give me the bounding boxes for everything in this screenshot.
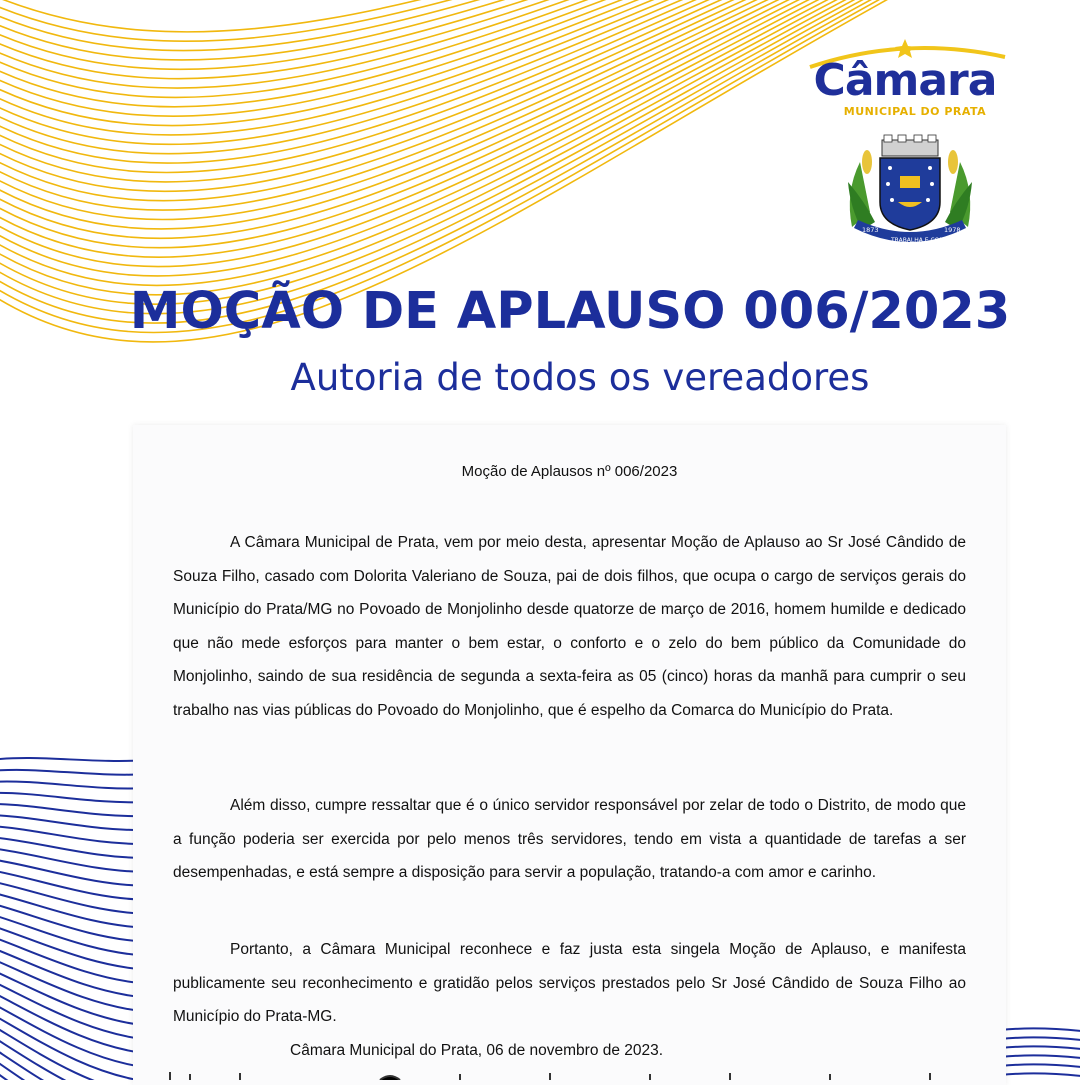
blue-wave-line — [0, 770, 150, 775]
scanned-document — [133, 425, 1006, 1085]
blue-wave-line — [1000, 1064, 1080, 1068]
blue-wave-line — [0, 804, 150, 816]
blue-wave-line — [0, 914, 150, 956]
blue-wave-line — [0, 1002, 150, 1068]
blue-wave-line — [0, 837, 150, 858]
crest-motto: TRABALHA E CONFIA — [891, 237, 954, 244]
document-paragraph-2: Além disso, cumpre ressaltar que é o único servidor responsável por zelar de todo o Distrito, de modo que a função poderia ser exercida por pelo menos três servidores, tendo em vista a quantidade de tarefas a ser desempenhadas, e está sempre a disposição para servir a população, tratando-a com amor e carinho. — [173, 797, 966, 882]
document-closing: Câmara Municipal do Prata, 06 de novembro de 2023. — [290, 1042, 664, 1059]
blue-wave-line — [1000, 1073, 1080, 1077]
document-paragraph-3: Portanto, a Câmara Municipal reconhece e faz justa esta singela Moção de Aplauso, e manifesta publicamente seu reconhecimento e gratidão pelos serviços prestados pelo Sr José Cândido de Souza Filho ao Município do Prata-MG. — [173, 941, 966, 1026]
blue-wave-line — [0, 815, 150, 830]
municipal-crest-icon — [840, 132, 980, 252]
logo-wordmark: Câmara — [813, 55, 997, 106]
document-paragraph-1: A Câmara Municipal de Prata, vem por meio desta, apresentar Moção de Aplauso ao Sr José Cândido de Souza Filho, casado com Dolorita Valeriano de Souza, pai de dois filhos, que ocupa o cargo de serviços gerais do Município do Prata/MG no Povoado de Monjolinho desde quatorze de março de 2016, homem humilde e dedicado que não mede esforços para manter o bem estar, o conforto e o zelo do bem público da Comunidade do Monjolinho, saindo de sua residência de segunda a sexta-feira as 05 (cinco) horas da manhã para cumprir o seu trabalho nas vias públicas do Povoado do Monjolinho, que é espelho da Comarca do Município do Prata. — [173, 534, 966, 719]
crest-year-left: 1873 — [862, 226, 879, 234]
blue-wave-line — [1000, 1046, 1080, 1050]
blue-wave-line — [0, 782, 150, 789]
page-title: MOÇÃO DE APLAUSO 006/2023 — [129, 282, 1011, 341]
blue-wave-line — [1000, 1055, 1080, 1059]
crest-year-right: 1978 — [944, 226, 961, 234]
logo-subtitle: MUNICIPAL DO PRATA — [843, 105, 987, 118]
document-title: Moção de Aplausos nº 006/2023 — [461, 463, 678, 480]
blue-wave-line — [1000, 1028, 1080, 1032]
blue-wave-line — [0, 793, 150, 802]
blue-wave-line — [0, 892, 150, 928]
blue-wave-line — [1000, 1037, 1080, 1041]
blue-wave-line — [0, 969, 150, 1026]
blue-wave-line — [0, 758, 150, 761]
signature-marks — [130, 1072, 1000, 1080]
page-subtitle: Autoria de todos os vereadores — [290, 356, 870, 399]
